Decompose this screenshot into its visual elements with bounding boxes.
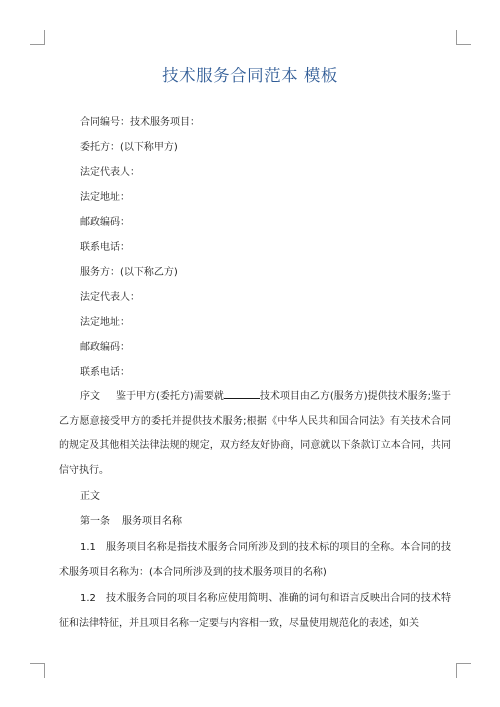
preamble-label: 序文 [80, 391, 101, 402]
provider-phone-line: 联系电话： [80, 367, 130, 378]
client-legal-rep-line: 法定代表人： [80, 167, 140, 178]
provider-address-line: 法定地址： [80, 317, 130, 328]
crop-mark-bottom-left [30, 663, 45, 678]
clause-1-1-text: 服务项目名称是指技术服务合同所涉及到的技术标的项目的全称。本合同的技术服务项目名称为：(本合同所涉及到的技术服务项目的名称) [59, 542, 451, 578]
provider-line: 服务方：(以下称乙方) [80, 267, 178, 278]
client-postcode-line: 邮政编码： [80, 217, 130, 228]
clause-1-2 [59, 587, 451, 636]
preamble-paragraph [59, 385, 451, 483]
provider-postcode-line: 邮政编码： [80, 342, 130, 353]
crop-mark-top-right [456, 30, 471, 45]
clause-1-2-text: 技术服务合同的项目名称应使用简明、准确的词句和语言反映出合同的技术特征和法律特征，并且项目名称一定要与内容相一致，尽量使用规范化的表述，如关 [59, 593, 451, 629]
client-phone-line: 联系电话： [80, 242, 130, 253]
article-1-heading [80, 515, 182, 529]
article-1-title: 服务项目名称 [122, 516, 182, 527]
article-1-number: 第一条 [80, 516, 110, 527]
preamble-text-b: 技术项目由乙方(服务方)提供技术服务;鉴于乙方愿意接受甲方的委托并提供技术服务;根据《中华人民共和国合同法》有关技术合同的规定及其他相关法律法规的规定，双方经友好协商，同意就以下条款订立本合同，共同信守执行。 [59, 391, 452, 476]
clause-1-2-number: 1.2 [80, 593, 96, 604]
client-address-line: 法定地址： [80, 192, 130, 203]
preamble-text-a: 鉴于甲方(委托方)需要就 [116, 391, 224, 402]
document-title: 技术服务合同范本 模板 [162, 66, 338, 85]
crop-mark-top-left [30, 30, 45, 45]
body-label: 正文 [80, 491, 100, 502]
contract-number-line: 合同编号：技术服务项目： [80, 117, 200, 128]
provider-legal-rep-line: 法定代表人： [80, 292, 140, 303]
client-line: 委托方：(以下称甲方) [80, 142, 178, 153]
clause-1-1-number: 1.1 [80, 542, 96, 553]
preamble-blank-line [224, 389, 260, 399]
clause-1-1 [59, 536, 451, 585]
crop-mark-bottom-right [456, 663, 471, 678]
